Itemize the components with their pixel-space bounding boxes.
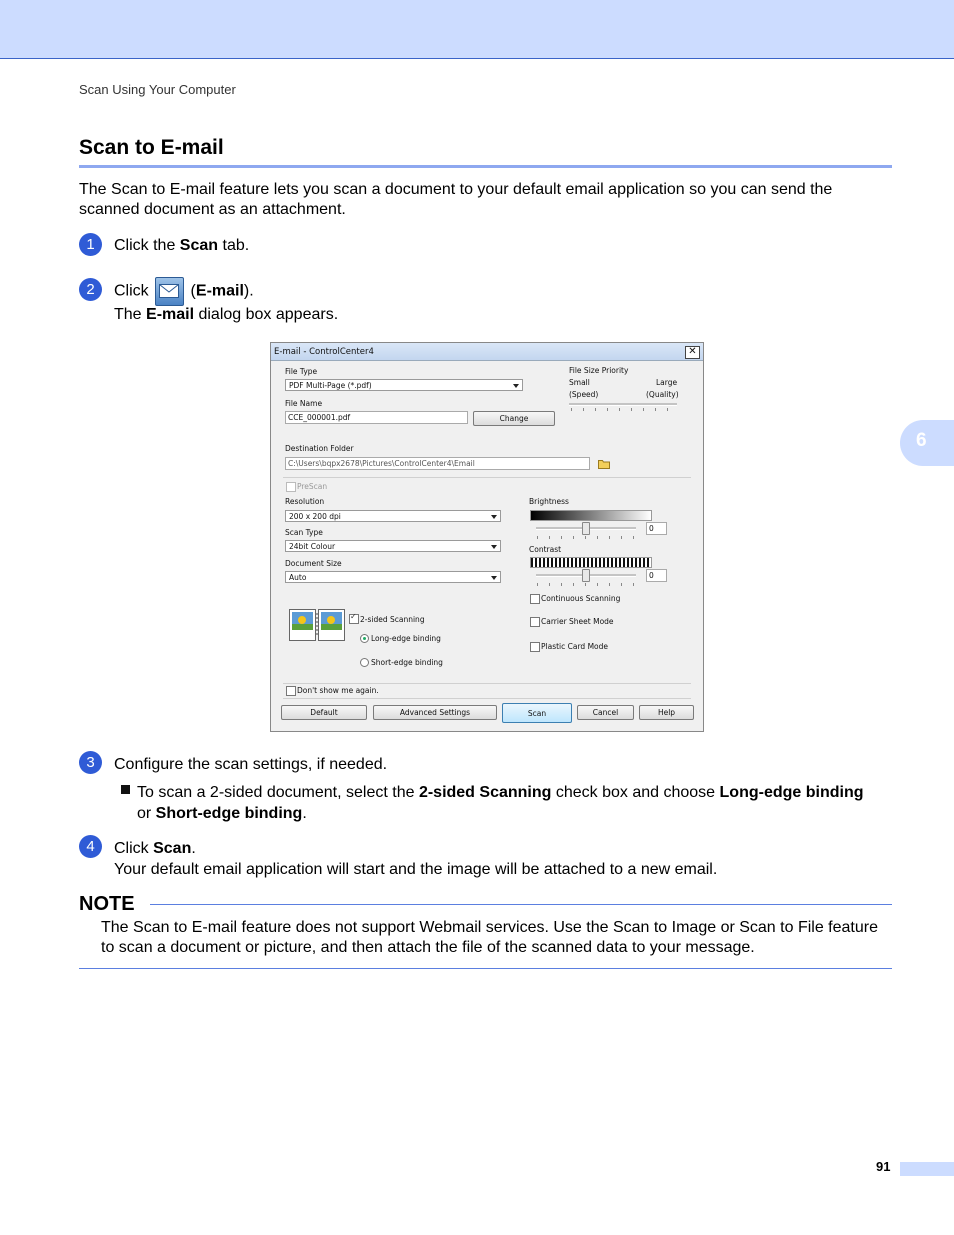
step-4-text: Click Scan.	[114, 840, 196, 857]
carrier-sheet-label: Carrier Sheet Mode	[541, 617, 614, 626]
continuous-scanning-checkbox[interactable]	[530, 594, 540, 604]
long-edge-label: Long-edge binding	[371, 634, 441, 643]
resolution-select[interactable]: 200 x 200 dpi	[285, 510, 501, 522]
brightness-label: Brightness	[529, 497, 569, 506]
destination-folder-label: Destination Folder	[285, 444, 354, 453]
small-label: Small	[569, 378, 590, 387]
brightness-gradient	[530, 510, 652, 521]
long-edge-radio[interactable]	[360, 634, 369, 643]
brightness-slider-thumb[interactable]	[582, 522, 590, 535]
separator-1	[283, 477, 691, 478]
carrier-sheet-checkbox[interactable]	[530, 617, 540, 627]
contrast-slider-thumb[interactable]	[582, 569, 590, 582]
email-icon	[155, 277, 184, 306]
document-size-select[interactable]: Auto	[285, 571, 501, 583]
two-sided-scanning-label: 2-sided Scanning	[360, 615, 425, 624]
prescan-label: PreScan	[297, 482, 328, 491]
top-band	[0, 0, 954, 59]
change-button[interactable]: Change	[473, 411, 555, 426]
dialog-titlebar	[271, 343, 703, 361]
chapter-tab	[900, 420, 954, 466]
contrast-label: Contrast	[529, 545, 562, 554]
two-sided-scanning-checkbox[interactable]	[349, 614, 359, 624]
step-3-bullet: To scan a 2-sided document, select the 2-sided Scanning check box and choose Long-edge binding or Short-edge binding.	[137, 784, 864, 822]
destination-folder-input[interactable]: C:\Users\bqpx2678\Pictures\ControlCenter4\Email	[285, 457, 590, 470]
note-rule	[150, 904, 892, 905]
brightness-value-input[interactable]: 0	[646, 522, 667, 535]
separator-3	[283, 698, 691, 699]
file-size-priority-label: File Size Priority	[569, 366, 629, 375]
contrast-ticks	[537, 583, 637, 586]
step-3-text: Configure the scan settings, if needed.	[114, 756, 388, 773]
separator-2	[283, 683, 691, 684]
page-number: 91	[876, 1159, 891, 1174]
file-size-slider-track[interactable]	[569, 403, 677, 406]
scan-type-select[interactable]: 24bit Colour	[285, 540, 501, 552]
scan-button[interactable]: Scan	[502, 703, 572, 723]
short-edge-label: Short-edge binding	[371, 658, 443, 667]
page-number-bar	[900, 1162, 954, 1176]
continuous-scanning-label: Continuous Scanning	[541, 594, 621, 603]
note-bottom-rule	[79, 968, 892, 969]
folder-icon[interactable]	[598, 459, 610, 471]
step-2-result: The E-mail dialog box appears.	[114, 306, 339, 323]
help-button[interactable]: Help	[639, 705, 694, 720]
default-button[interactable]: Default	[281, 705, 367, 720]
note-body: The Scan to E-mail feature does not support Webmail services. Use the Scan to Image or Scan to File feature to scan a document or picture, and then attach the file of the scanned data to your message.	[101, 919, 878, 956]
plastic-card-label: Plastic Card Mode	[541, 642, 609, 651]
file-size-ticks	[571, 408, 677, 411]
step-2-text: Click (E-mail).	[114, 277, 254, 306]
file-name-input[interactable]: CCE_000001.pdf	[285, 411, 468, 424]
two-sided-preview-icon	[289, 609, 345, 643]
email-dialog	[270, 342, 704, 732]
scan-type-label: Scan Type	[285, 528, 323, 537]
document-size-label: Document Size	[285, 559, 342, 568]
title-rule	[79, 165, 892, 168]
speed-label: (Speed)	[569, 390, 599, 399]
dialog-title: E-mail - ControlCenter4	[274, 347, 374, 357]
dont-show-checkbox[interactable]	[286, 686, 296, 696]
resolution-label: Resolution	[285, 497, 325, 506]
step-2-number: 2	[79, 278, 102, 301]
step-1-text: Click the Scan tab.	[114, 237, 250, 254]
note-heading: NOTE	[79, 893, 135, 915]
short-edge-radio[interactable]	[360, 658, 369, 667]
step-4-result: Your default email application will start and the image will be attached to a new email.	[114, 861, 718, 878]
step-4-number: 4	[79, 835, 102, 858]
prescan-checkbox[interactable]	[286, 482, 296, 492]
step-3-number: 3	[79, 751, 102, 774]
step-1-number: 1	[79, 233, 102, 256]
large-label: Large	[656, 378, 678, 387]
section-title: Scan to E-mail	[79, 136, 224, 159]
advanced-settings-button[interactable]: Advanced Settings	[373, 705, 497, 720]
intro-paragraph: The Scan to E-mail feature lets you scan a document to your default email application so you can send the scanned document as an attachment.	[79, 181, 833, 218]
cancel-button[interactable]: Cancel	[577, 705, 634, 720]
file-type-select[interactable]: PDF Multi-Page (*.pdf)	[285, 379, 523, 391]
dont-show-label: Don't show me again.	[297, 686, 379, 695]
contrast-pattern	[530, 557, 652, 568]
file-name-label: File Name	[285, 399, 323, 408]
chapter-number: 6	[916, 430, 927, 451]
contrast-value-input[interactable]: 0	[646, 569, 667, 582]
quality-label: (Quality)	[646, 390, 679, 399]
brightness-ticks	[537, 536, 637, 539]
bullet-marker	[121, 785, 130, 794]
file-type-label: File Type	[285, 367, 318, 376]
close-icon[interactable]: ✕	[685, 346, 700, 359]
plastic-card-checkbox[interactable]	[530, 642, 540, 652]
running-head: Scan Using Your Computer	[79, 82, 236, 97]
